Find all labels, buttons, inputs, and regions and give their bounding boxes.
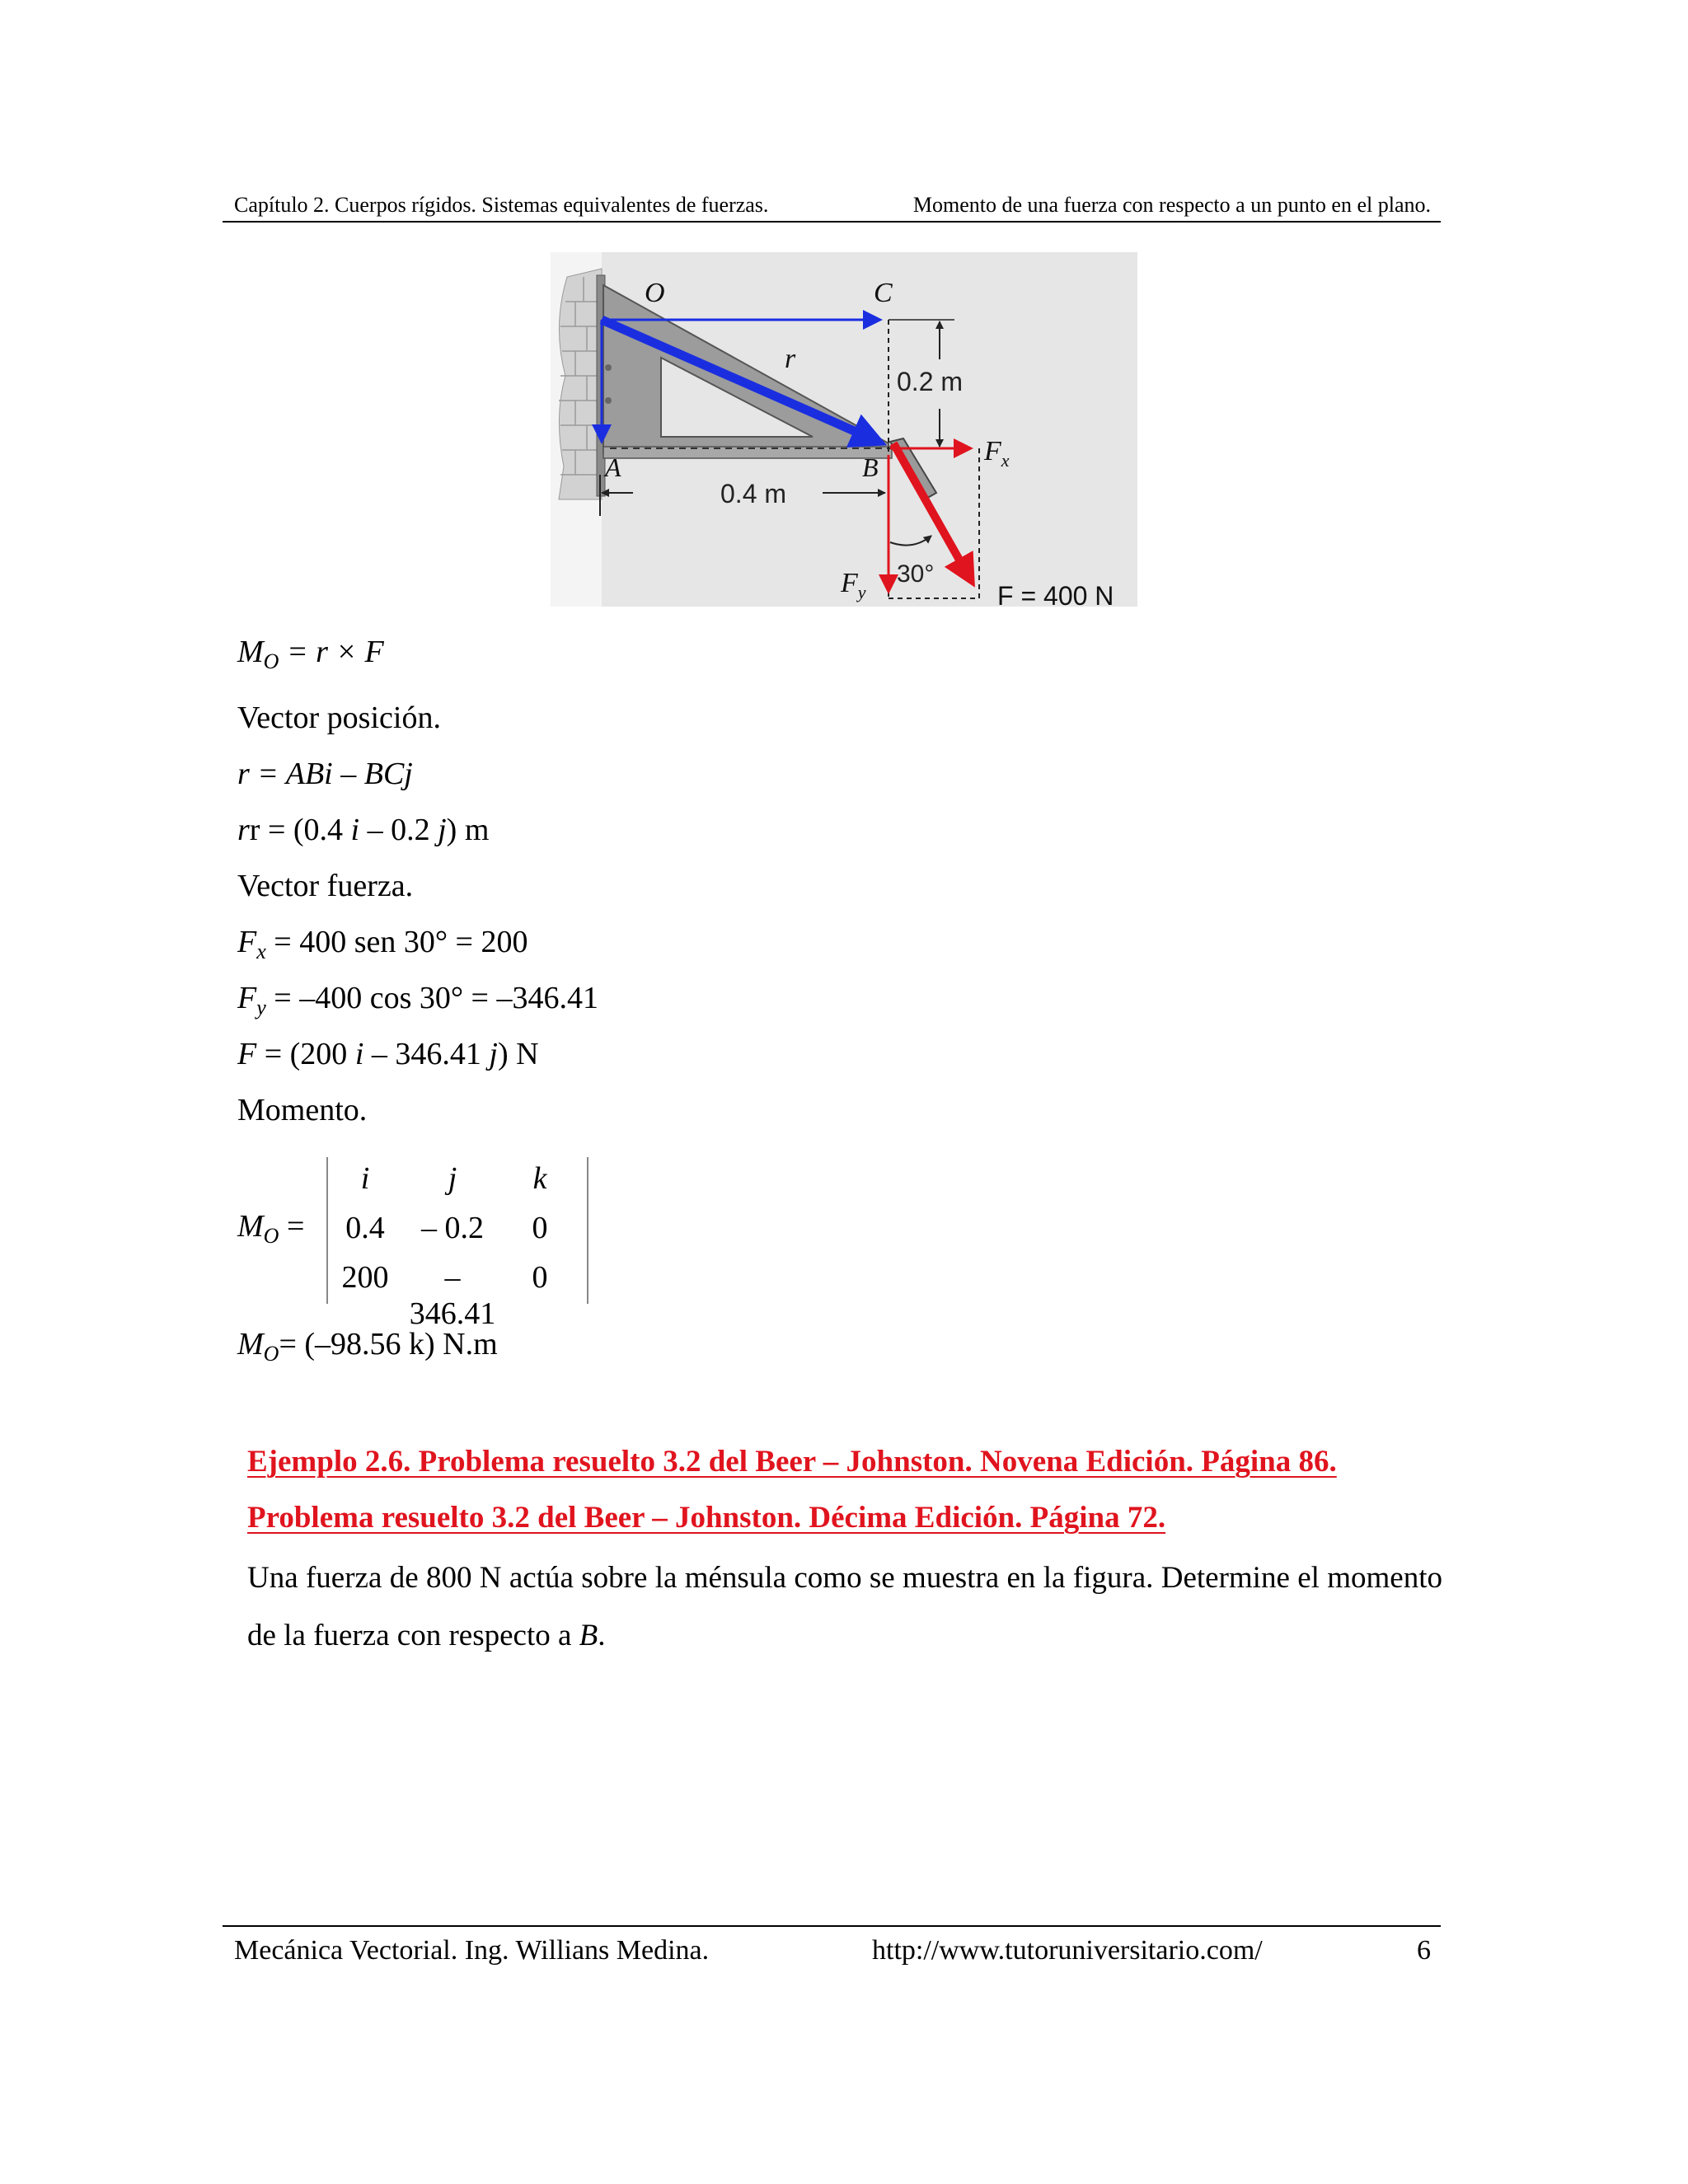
r-value: rr = (0.4 i – 0.2 j) m — [237, 813, 490, 847]
det-cell: 0 — [532, 1211, 548, 1245]
fy-equation: $F_y = -400$ cos 30° = –346.41 — [237, 981, 598, 1019]
label-b: B — [862, 452, 879, 482]
footer-url[interactable]: http://www.tutoruniversitario.com/ — [872, 1935, 1263, 1966]
page-header — [223, 188, 1441, 223]
moment-result: $M_O= (-98.56$ k) N.m — [237, 1327, 498, 1366]
label-force-magnitude: F = 400 N — [997, 581, 1114, 607]
fx-equation: $F_x = 400$ sen 30° = 200 — [237, 925, 528, 963]
det-cell: 200 — [341, 1260, 389, 1295]
footer-author: Mecánica Vectorial. Ing. Willians Medina. — [234, 1935, 710, 1966]
example-statement: Una fuerza de 800 N actúa sobre la ménsula como se muestra en la figura. Determine el momento de la fuerza con respecto a B. — [247, 1561, 1442, 1652]
brick-wall — [551, 252, 602, 607]
label-r: r — [785, 344, 796, 374]
bracket-figure — [551, 252, 1137, 607]
det-cell: – 0.2 — [421, 1211, 484, 1245]
moment-title: Momento. — [237, 1093, 368, 1127]
example-title-line1: Ejemplo 2.6. Problema resuelto 3.2 del Beer – Johnston. Novena Edición. Página 86. — [247, 1445, 1337, 1479]
dim-horizontal-label: 0.4 m — [720, 479, 787, 509]
angle-label: 30° — [897, 560, 935, 588]
moment-definition: $M_O = r \times F$ — [237, 635, 384, 673]
force-vector-title: Vector fuerza. — [237, 869, 414, 903]
angle-arc — [890, 536, 931, 546]
label-c: C — [874, 278, 893, 308]
f-vector-equation: F = (200 i – 346.41 j) N — [237, 1037, 539, 1071]
det-cell: k — [532, 1161, 547, 1196]
label-a: A — [605, 452, 621, 482]
dim-vertical-label: 0.2 m — [897, 367, 964, 396]
page-number: 6 — [1417, 1935, 1431, 1966]
bracket-diagram — [551, 252, 1137, 607]
page-footer — [223, 1925, 1441, 1966]
det-cell: j — [448, 1161, 457, 1196]
position-vector-title: Vector posición. — [237, 701, 441, 735]
determinant-right-bar — [587, 1157, 588, 1304]
moment-determinant — [237, 1157, 600, 1331]
det-cell: 0.4 — [345, 1211, 385, 1245]
determinant-lhs: $M_O$ = — [237, 1209, 305, 1248]
example-title-line2: Problema resuelto 3.2 del Beer – Johnston. Décima Edición. Página 72. — [247, 1501, 1166, 1535]
det-cell: i — [360, 1161, 370, 1196]
label-fx: $F_x$ — [984, 436, 1010, 471]
label-fy: $F_y$ — [841, 568, 866, 602]
label-o: O — [645, 278, 665, 308]
det-cell: 0 — [532, 1260, 548, 1295]
header-topic: Momento de una fuerza con respecto a un punto en el plano. — [912, 193, 1431, 217]
r-definition: r = ABi – BCj — [237, 757, 413, 791]
det-cell: – 346.41 — [409, 1260, 496, 1331]
header-chapter: Capítulo 2. Cuerpos rígidos. Sistemas equivalentes de fuerzas. — [234, 193, 769, 217]
